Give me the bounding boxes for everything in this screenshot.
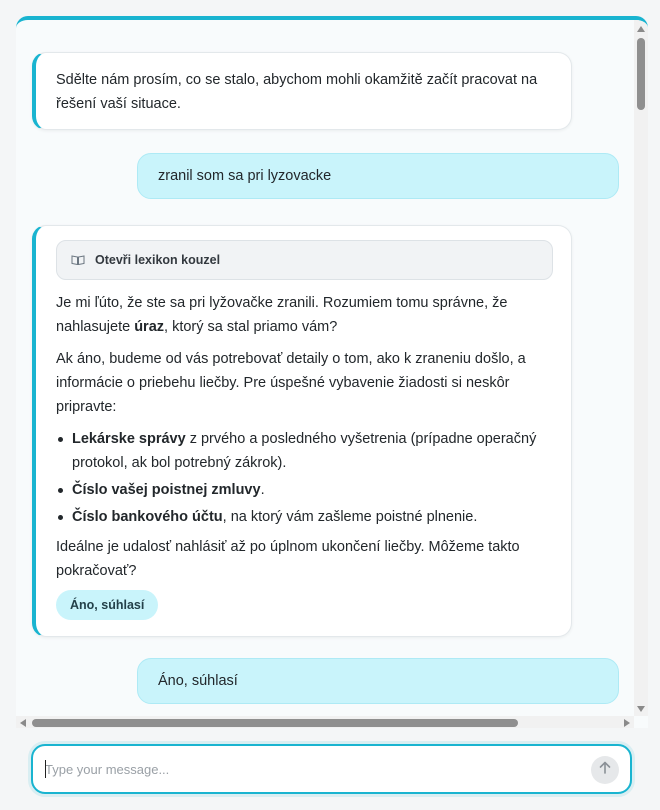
chat-window: [16, 16, 648, 728]
bold-text: Lekárske správy: [72, 431, 186, 447]
list-item: [56, 478, 553, 502]
bot-paragraph: Ak áno, budeme od vás potrebovať detaily o tom, ako k zraneniu došlo, a informácie o priebehu liečby. Pre úspešné vybavenie žiadosti si neskôr pripravte:: [56, 351, 526, 415]
bot-message-text: Sdělte nám prosím, co se stalo, abychom mohli okamžitě začít pracovat na řešení vaší situace.: [56, 72, 538, 112]
user-message: [137, 153, 619, 199]
text-run: Je mi ľúto, že ste sa pri lyžovačke zranili. Rozumiem tomu správne, že nahlasujete: [56, 295, 508, 335]
text-run: .: [260, 482, 265, 498]
vertical-scrollbar[interactable]: [634, 20, 648, 716]
scroll-left-arrow-icon[interactable]: [20, 719, 26, 727]
list-item: [56, 505, 553, 529]
bold-text: úraz: [134, 319, 165, 335]
scroll-up-arrow-icon[interactable]: [637, 26, 645, 32]
text-run: , na ktorý vám zašleme poistné plnenie.: [222, 509, 478, 525]
quick-reply-chip[interactable]: Áno, súhlasí: [56, 590, 158, 620]
bold-text: Číslo vašej poistnej zmluvy: [72, 482, 261, 498]
user-message: [137, 658, 619, 704]
bot-message: [32, 225, 572, 637]
text-caret: [45, 760, 46, 778]
list-item: [56, 427, 553, 475]
bot-message: [32, 52, 572, 130]
bot-paragraph: [56, 291, 553, 339]
user-message-text: zranil som sa pri lyzovacke: [158, 168, 332, 184]
user-message-text: Áno, súhlasí: [158, 673, 238, 689]
bold-text: Číslo bankového účtu: [72, 509, 223, 525]
lexicon-label: Otevři lexikon kouzel: [95, 253, 221, 267]
arrow-up-icon: [599, 761, 611, 779]
lexicon-button[interactable]: [56, 240, 553, 280]
message-list[interactable]: [16, 20, 634, 716]
message-input[interactable]: [45, 758, 575, 780]
text-run: , ktorý sa stal priamo vám?: [164, 319, 338, 335]
bot-paragraph: Ideálne je udalosť nahlásiť až po úplnom ukončení liečby. Môžeme takto pokračovať?: [56, 539, 520, 579]
text-run: z prvého a posledného vyšetrenia (prípadne operačný protokol, ak bol potrebný zákrok).: [72, 431, 537, 471]
scroll-right-arrow-icon[interactable]: [624, 719, 630, 727]
book-icon: [71, 255, 85, 265]
message-composer: [31, 744, 632, 794]
horizontal-scroll-thumb[interactable]: [32, 719, 518, 727]
requirements-list: [56, 427, 553, 529]
scroll-down-arrow-icon[interactable]: [637, 706, 645, 712]
vertical-scroll-thumb[interactable]: [637, 38, 645, 110]
send-button[interactable]: [591, 756, 619, 784]
horizontal-scrollbar[interactable]: [16, 716, 634, 728]
